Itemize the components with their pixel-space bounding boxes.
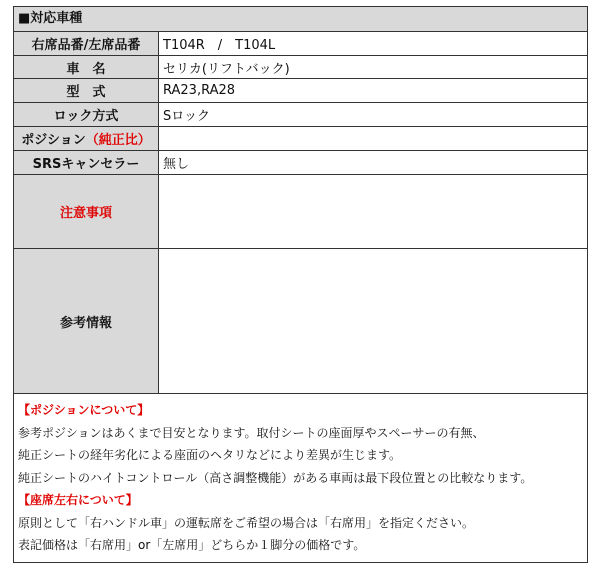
value-cautions xyxy=(161,175,587,248)
notes-line: 純正シートの経年劣化による座面のヘタリなどにより差異が生じます。 xyxy=(18,448,402,462)
notes-heading-seat-side: 【座席左右について】 xyxy=(18,493,138,507)
row-cautions xyxy=(14,175,587,249)
label-cautions: 注意事項 xyxy=(14,175,159,248)
label-lock-type: ロック方式 xyxy=(14,103,159,126)
notes-line: 参考ポジションはあくまで目安となります。取付シートの座面厚やスペーサーの有無、 xyxy=(18,425,485,440)
vehicle-compatibility-sheet xyxy=(13,6,588,563)
value-srs-canceller: 無し xyxy=(163,157,190,172)
notes-line: 純正シートのハイトコントロール（高さ調整機能）がある車両は最下段位置との比較なります。 xyxy=(18,470,533,485)
label-reference-info: 参考情報 xyxy=(14,249,159,393)
value-part-number: T104R / T104L xyxy=(163,38,276,53)
notes-line: 原則として「右ハンドル車」の運転席をご希望の場合は「右席用」を指定ください。 xyxy=(18,515,475,530)
label-part-number: 右席品番/左席品番 xyxy=(14,32,159,55)
value-reference-info xyxy=(161,249,587,393)
notes-heading-position: 【ポジションについて】 xyxy=(18,403,150,417)
row-lock-type xyxy=(14,103,587,127)
label-car-name: 車 名 xyxy=(14,56,159,78)
notes-section xyxy=(18,399,584,557)
notes-line: 表記価格は「右席用」or「左席用」どちらか１脚分の価格です。 xyxy=(18,538,366,552)
value-position xyxy=(161,127,587,150)
row-part-number xyxy=(14,32,587,56)
label-model-code: 型 式 xyxy=(14,79,159,102)
value-model-code: RA23,RA28 xyxy=(163,83,236,98)
label-srs-canceller: SRSキャンセラー xyxy=(14,151,159,174)
row-reference-info xyxy=(14,249,587,394)
label-position-note: （純正比） xyxy=(85,133,151,148)
value-lock-type: Sロック xyxy=(163,109,210,124)
label-position xyxy=(14,127,159,150)
value-car-name: セリカ(リフトバック) xyxy=(163,61,290,77)
row-car-name xyxy=(14,56,587,79)
row-srs-canceller xyxy=(14,151,587,175)
row-position xyxy=(14,127,587,151)
label-position-main: ポジション xyxy=(21,133,86,148)
section-title: ■対応車種 xyxy=(14,7,587,32)
row-model-code xyxy=(14,79,587,103)
